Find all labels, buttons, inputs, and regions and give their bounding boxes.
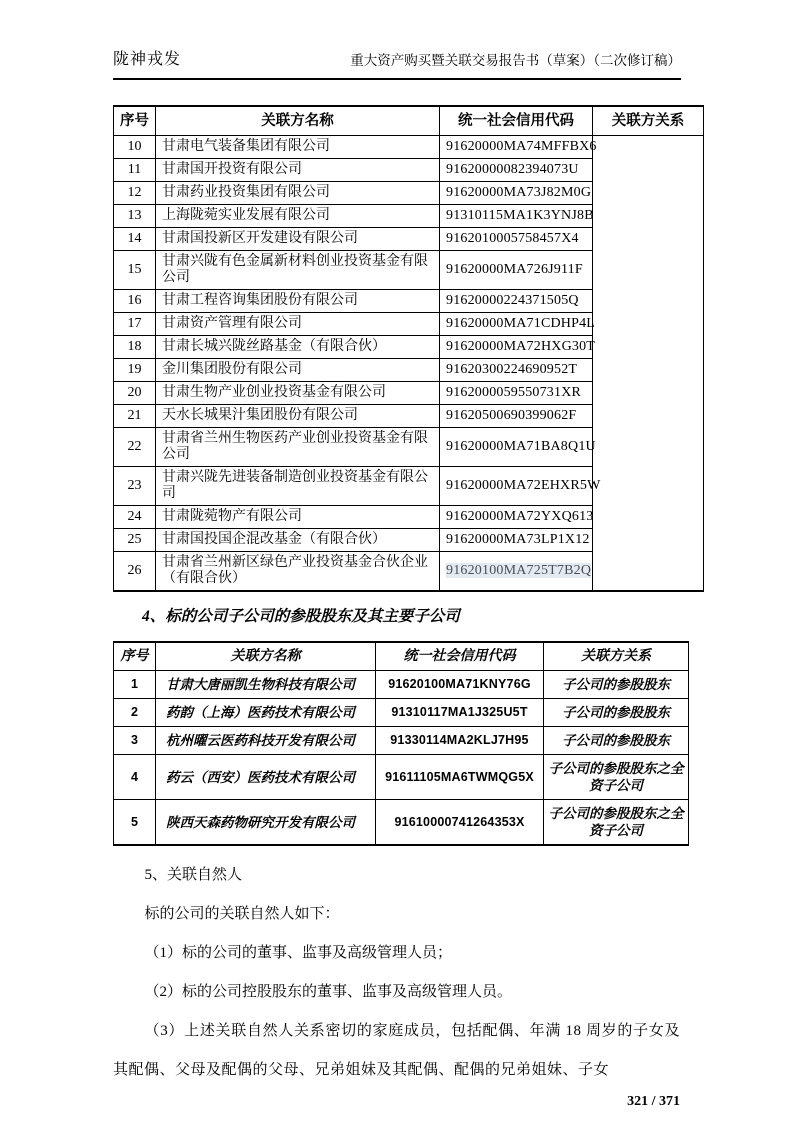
credit-code-cell: 91620300224690952T	[440, 359, 593, 382]
row-index-cell: 21	[114, 405, 156, 428]
party-name-cell: 金川集团股份有限公司	[156, 359, 440, 382]
party-name-cell: 甘肃工程咨询集团股份有限公司	[156, 290, 440, 313]
relation-cell: 子公司的参股股东	[544, 671, 689, 699]
party-name-cell: 甘肃电气装备集团有限公司	[156, 136, 440, 159]
relation-cell-empty	[593, 506, 704, 529]
row-index-cell: 25	[114, 529, 156, 552]
table-row	[114, 699, 689, 727]
relation-cell-empty	[593, 428, 704, 467]
row-index-cell: 26	[114, 552, 156, 592]
credit-code-cell: 91620000MA74MFFBX6	[440, 136, 593, 159]
credit-code-cell: 91330114MA2KLJ7H95	[376, 727, 544, 755]
table2-col-name: 关联方名称	[156, 642, 376, 671]
party-name-cell: 甘肃国开投资有限公司	[156, 159, 440, 182]
party-name-cell: 甘肃国投新区开发建设有限公司	[156, 228, 440, 251]
relation-cell-empty	[593, 290, 704, 313]
relation-cell: 子公司的参股股东	[544, 727, 689, 755]
table-row	[114, 251, 704, 290]
relation-cell-empty	[593, 359, 704, 382]
row-index-cell: 5	[114, 800, 156, 846]
credit-code-cell: 91620000MA71BA8Q1U	[440, 428, 593, 467]
table-row	[114, 800, 689, 846]
section4-heading: 4、标的公司子公司的参股股东及其主要子公司	[142, 608, 460, 625]
section5-item-2: （2）标的公司控股股东的董事、监事及高级管理人员。	[144, 984, 513, 1000]
table-row	[114, 228, 704, 251]
party-name-cell: 天水长城果汁集团股份有限公司	[156, 405, 440, 428]
party-name-cell: 药云（西安）医药技术有限公司	[156, 755, 376, 800]
credit-code-cell: 91620000MA72HXG30T	[440, 336, 593, 359]
party-name-cell: 甘肃生物产业创业投资基金有限公司	[156, 382, 440, 405]
credit-code-cell: 9162010005758457X4	[440, 228, 593, 251]
section5-heading: 5、关联自然人	[144, 867, 243, 883]
section5-body	[113, 856, 680, 1090]
party-name-cell: 甘肃兴陇先进装备制造创业投资基金有限公司	[156, 467, 440, 506]
section5-intro: 标的公司的关联自然人如下：	[144, 906, 340, 922]
table-row	[114, 336, 704, 359]
table-row	[114, 182, 704, 205]
party-name-cell: 甘肃资产管理有限公司	[156, 313, 440, 336]
row-index-cell: 13	[114, 205, 156, 228]
credit-code-cell: 91620100MA71KNY76G	[376, 671, 544, 699]
relation-cell-empty	[593, 467, 704, 506]
row-index-cell: 22	[114, 428, 156, 467]
credit-code-cell: 91620000MA72EHXR5W	[440, 467, 593, 506]
row-index-cell: 19	[114, 359, 156, 382]
party-name-cell: 甘肃长城兴陇丝路基金（有限合伙）	[156, 336, 440, 359]
party-name-cell: 甘肃国投国企混改基金（有限合伙）	[156, 529, 440, 552]
relation-cell-empty	[593, 529, 704, 552]
credit-code-cell: 91310117MA1J325U5T	[376, 699, 544, 727]
credit-code-cell: 91620100MA725T7B2Q	[440, 552, 593, 592]
section5-item-3: （3）上述关联自然人关系密切的家庭成员，包括配偶、年满 18 周岁的子女及其配偶、父母及配偶的父母、兄弟姐妹及其配偶、配偶的兄弟姐妹、子女	[113, 1023, 680, 1078]
credit-code-cell: 91620000MA72YXQ613	[440, 506, 593, 529]
row-index-cell: 17	[114, 313, 156, 336]
row-index-cell: 3	[114, 727, 156, 755]
running-header	[113, 0, 681, 80]
table-row	[114, 159, 704, 182]
table2-col-code: 统一社会信用代码	[376, 642, 544, 671]
row-index-cell: 14	[114, 228, 156, 251]
credit-code-cell: 91610000741264353X	[376, 800, 544, 846]
party-name-cell: 甘肃药业投资集团有限公司	[156, 182, 440, 205]
table-row	[114, 727, 689, 755]
party-name-cell: 上海陇菀实业发展有限公司	[156, 205, 440, 228]
table1-col-index: 序号	[114, 106, 156, 136]
row-index-cell: 12	[114, 182, 156, 205]
credit-code-cell: 91620000224371505Q	[440, 290, 593, 313]
row-index-cell: 24	[114, 506, 156, 529]
relation-cell: 子公司的参股股东之全资子公司	[544, 755, 689, 800]
relation-cell: 子公司的参股股东	[544, 699, 689, 727]
credit-code-cell: 91620500690399062F	[440, 405, 593, 428]
party-name-cell: 甘肃省兰州新区绿色产业投资基金合伙企业（有限合伙）	[156, 552, 440, 592]
subsidiary-shareholders-table	[113, 641, 689, 846]
table-row	[114, 755, 689, 800]
table1-header-row	[114, 106, 704, 136]
relation-cell-empty	[593, 313, 704, 336]
table2-col-index: 序号	[114, 642, 156, 671]
table-row	[114, 467, 704, 506]
credit-code-cell: 91620000MA73J82M0G	[440, 182, 593, 205]
table-row	[114, 290, 704, 313]
header-company-name: 陇神戎发	[113, 51, 182, 68]
relation-cell-empty	[593, 405, 704, 428]
party-name-cell: 陕西天森药物研究开发有限公司	[156, 800, 376, 846]
credit-code-cell: 9162000059550731XR	[440, 382, 593, 405]
page-number: 321 / 371	[627, 1094, 680, 1109]
party-name-cell: 甘肃兴陇有色金属新材料创业投资基金有限公司	[156, 251, 440, 290]
row-index-cell: 11	[114, 159, 156, 182]
relation-cell: 子公司的参股股东之全资子公司	[544, 800, 689, 846]
table-row	[114, 529, 704, 552]
relation-cell-empty	[593, 205, 704, 228]
row-index-cell: 20	[114, 382, 156, 405]
relation-cell-empty	[593, 228, 704, 251]
relation-cell-empty	[593, 552, 704, 592]
table2-header-row	[114, 642, 689, 671]
related-parties-table	[113, 105, 704, 592]
table1-col-name: 关联方名称	[156, 106, 440, 136]
row-index-cell: 23	[114, 467, 156, 506]
credit-code-cell: 91620000082394073U	[440, 159, 593, 182]
credit-code-cell: 91620000MA71CDHP4L	[440, 313, 593, 336]
table-row	[114, 313, 704, 336]
row-index-cell: 15	[114, 251, 156, 290]
row-index-cell: 1	[114, 671, 156, 699]
party-name-cell: 甘肃大唐丽凯生物科技有限公司	[156, 671, 376, 699]
relation-cell-empty	[593, 251, 704, 290]
credit-code-cell: 91620000MA726J911F	[440, 251, 593, 290]
party-name-cell: 杭州曜云医药科技开发有限公司	[156, 727, 376, 755]
table-row	[114, 428, 704, 467]
row-index-cell: 16	[114, 290, 156, 313]
table-row	[114, 382, 704, 405]
credit-code-cell: 91611105MA6TWMQG5X	[376, 755, 544, 800]
credit-code-cell: 91310115MA1K3YNJ8B	[440, 205, 593, 228]
header-report-title: 重大资产购买暨关联交易报告书（草案）（二次修订稿）	[350, 53, 681, 68]
relation-cell-empty	[593, 382, 704, 405]
party-name-cell: 药韵（上海）医药技术有限公司	[156, 699, 376, 727]
table1-col-relation: 关联方关系	[593, 106, 704, 136]
row-index-cell: 4	[114, 755, 156, 800]
table-row	[114, 405, 704, 428]
table2-col-relation: 关联方关系	[544, 642, 689, 671]
relation-cell-empty	[593, 182, 704, 205]
table1-col-code: 统一社会信用代码	[440, 106, 593, 136]
party-name-cell: 甘肃陇菀物产有限公司	[156, 506, 440, 529]
row-index-cell: 18	[114, 336, 156, 359]
relation-cell-empty	[593, 136, 704, 159]
credit-code-cell: 91620000MA73LP1X12	[440, 529, 593, 552]
table-row	[114, 136, 704, 159]
table-row	[114, 671, 689, 699]
relation-cell-empty	[593, 159, 704, 182]
section5-item-1: （1）标的公司的董事、监事及高级管理人员；	[144, 945, 453, 961]
relation-cell-empty	[593, 336, 704, 359]
row-index-cell: 2	[114, 699, 156, 727]
table-row	[114, 359, 704, 382]
table-row	[114, 506, 704, 529]
table-row	[114, 205, 704, 228]
party-name-cell: 甘肃省兰州生物医药产业创业投资基金有限公司	[156, 428, 440, 467]
row-index-cell: 10	[114, 136, 156, 159]
table-row	[114, 552, 704, 592]
